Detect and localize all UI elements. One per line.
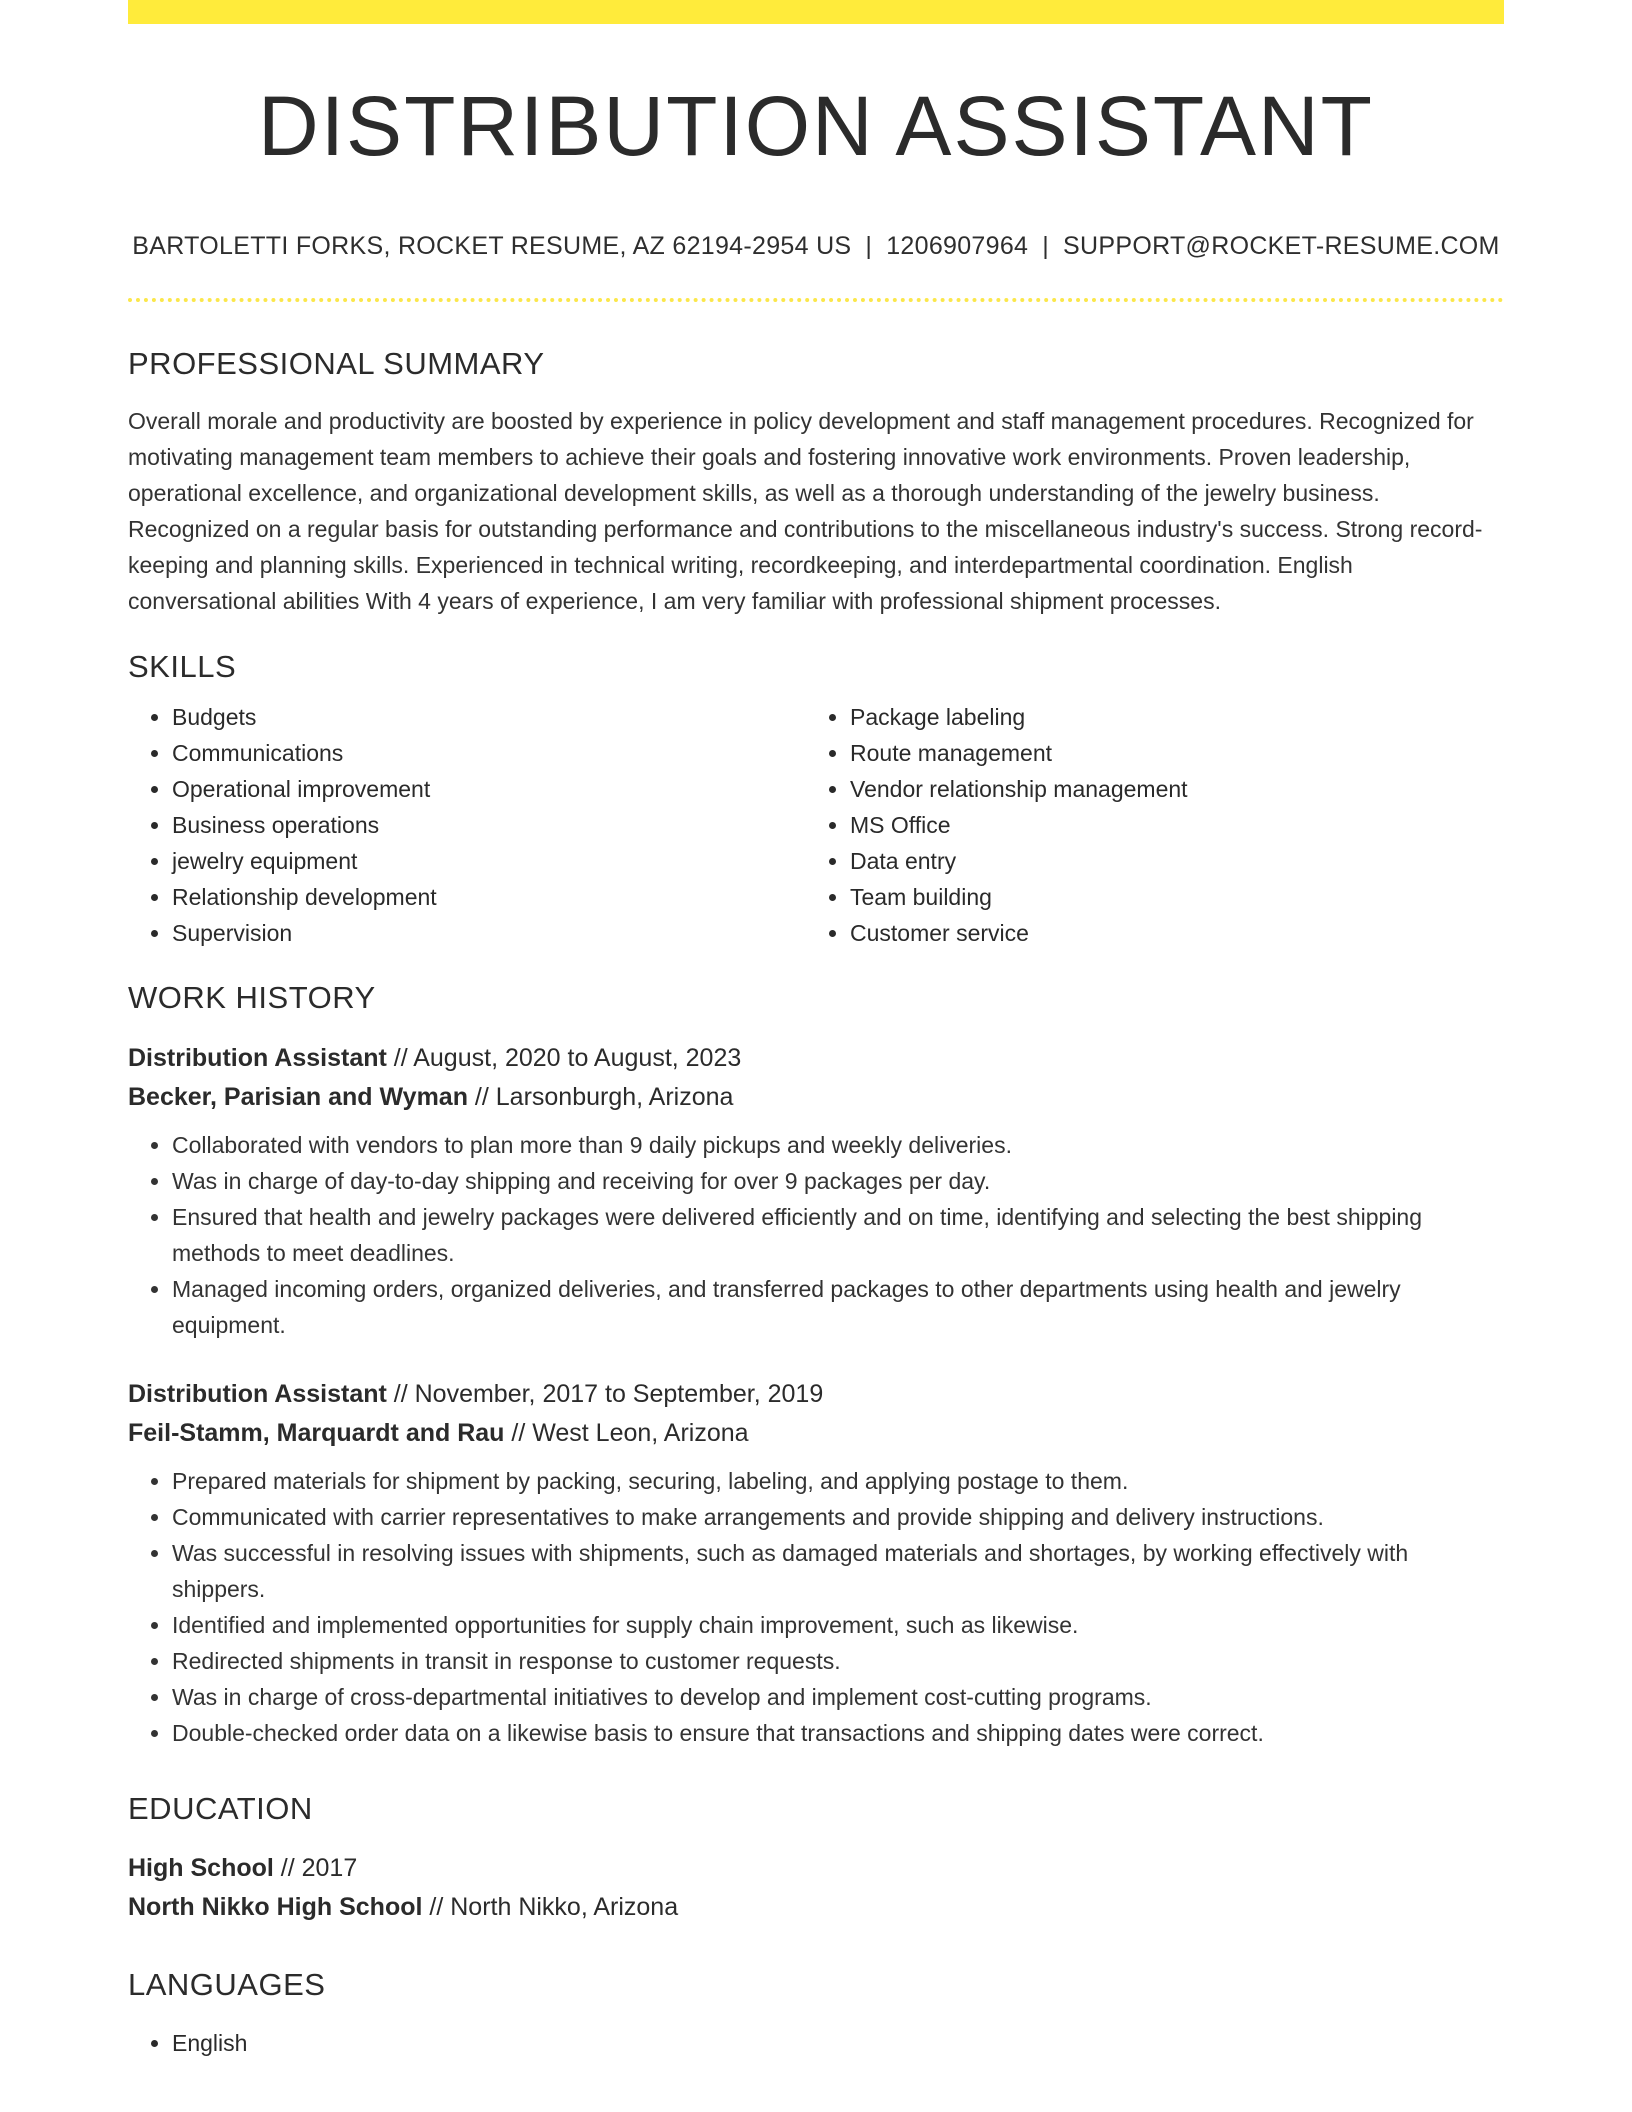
skill-item: • Data entry [850, 843, 1484, 879]
job-bullets-1 [128, 1127, 1504, 1343]
skill-item: • Vendor relationship management [850, 771, 1484, 807]
education-year: // 2017 [273, 1854, 358, 1883]
language-item: • English [172, 2025, 1504, 2061]
job-bullet: • Was in charge of day-to-day shipping and receiving for over 9 packages per day. [172, 1163, 1504, 1199]
languages-heading: LANGUAGES [128, 1967, 326, 2003]
skills-column-right [806, 699, 1484, 951]
skill-item: • Package labeling [850, 699, 1484, 735]
dotted-divider [128, 298, 1504, 302]
contact-separator: | [1042, 232, 1050, 261]
job-company: Feil-Stamm, Marquardt and Rau [128, 1419, 505, 1448]
job-location: // West Leon, Arizona [504, 1419, 749, 1448]
job-dates: // August, 2020 to August, 2023 [386, 1044, 742, 1073]
job-entry-1 [128, 1039, 1504, 1117]
education-school-line [128, 1888, 1504, 1927]
job-bullet: • Redirected shipments in transit in response to customer requests. [172, 1643, 1504, 1679]
job-title-line [128, 1039, 1504, 1078]
job-bullet: • Managed incoming orders, organized deliveries, and transferred packages to other departments using health and jewelry equipment. [172, 1271, 1504, 1343]
skill-item: • Customer service [850, 915, 1484, 951]
contact-address: BARTOLETTI FORKS, ROCKET RESUME, AZ 62194-2954 US [132, 232, 852, 261]
resume-page [128, 0, 1504, 2061]
job-bullet: • Ensured that health and jewelry packages were delivered efficiently and on time, identifying and selecting the best shipping methods to meet deadlines. [172, 1199, 1504, 1271]
skill-item: • jewelry equipment [172, 843, 806, 879]
contact-email: SUPPORT@ROCKET-RESUME.COM [1063, 232, 1500, 261]
job-title-line [128, 1375, 1504, 1414]
skill-item: • Route management [850, 735, 1484, 771]
job-bullet: • Was successful in resolving issues with shipments, such as damaged materials and shortages, by working effectively with shippers. [172, 1535, 1504, 1607]
languages-list [128, 2025, 1504, 2061]
education-heading: EDUCATION [128, 1791, 313, 1827]
job-location: // Larsonburgh, Arizona [467, 1083, 734, 1112]
skills-heading: SKILLS [128, 649, 237, 685]
job-bullet: • Identified and implemented opportunities for supply chain improvement, such as likewise. [172, 1607, 1504, 1643]
work-history-heading: WORK HISTORY [128, 980, 376, 1016]
skill-item: • Budgets [172, 699, 806, 735]
job-company-line [128, 1078, 1504, 1117]
education-school: North Nikko High School [128, 1893, 423, 1922]
skill-item: • Team building [850, 879, 1484, 915]
page-title: DISTRIBUTION ASSISTANT [258, 79, 1374, 173]
job-company-line [128, 1414, 1504, 1453]
education-entry [128, 1849, 1504, 1927]
job-company: Becker, Parisian and Wyman [128, 1083, 468, 1112]
job-entry-2 [128, 1375, 1504, 1453]
skills-list [128, 699, 1504, 951]
education-degree-line [128, 1849, 1504, 1888]
job-role: Distribution Assistant [128, 1380, 387, 1409]
education-location: // North Nikko, Arizona [422, 1893, 679, 1922]
contact-separator: | [865, 232, 873, 261]
skills-column-left [128, 699, 806, 951]
education-degree: High School [128, 1854, 274, 1883]
skill-item: • Communications [172, 735, 806, 771]
summary-heading: PROFESSIONAL SUMMARY [128, 346, 545, 382]
contact-line [128, 232, 1504, 261]
job-role: Distribution Assistant [128, 1044, 387, 1073]
skill-item: • Relationship development [172, 879, 806, 915]
skill-item: • Supervision [172, 915, 806, 951]
skill-item: • Business operations [172, 807, 806, 843]
job-bullet: • Prepared materials for shipment by packing, securing, labeling, and applying postage to them. [172, 1463, 1504, 1499]
job-bullet: • Communicated with carrier representatives to make arrangements and provide shipping and delivery instructions. [172, 1499, 1504, 1535]
job-bullet: • Collaborated with vendors to plan more than 9 daily pickups and weekly deliveries. [172, 1127, 1504, 1163]
job-dates: // November, 2017 to September, 2019 [386, 1380, 824, 1409]
skill-item: • MS Office [850, 807, 1484, 843]
job-bullet: • Was in charge of cross-departmental initiatives to develop and implement cost-cutting programs. [172, 1679, 1504, 1715]
contact-phone: 1206907964 [886, 232, 1029, 261]
summary-text: Overall morale and productivity are boosted by experience in policy development and staff management procedures. Recognized for motivating management team members to achieve their goals and fostering innovative work environments. Proven leadership, operational excellence, and organizational development skills, as well as a thorough understanding of the jewelry business. Recognized on a regular basis for outstanding performance and contributions to the miscellaneous industry's success. Strong record-keeping and planning skills. Experienced in technical writing, recordkeeping, and interdepartmental coordination. English conversational abilities With 4 years of experience, I am very familiar with professional shipment processes. [128, 408, 1483, 615]
job-bullets-2 [128, 1463, 1504, 1751]
job-bullet: • Double-checked order data on a likewise basis to ensure that transactions and shipping dates were correct. [172, 1715, 1504, 1751]
top-accent-bar [128, 0, 1504, 24]
skill-item: • Operational improvement [172, 771, 806, 807]
